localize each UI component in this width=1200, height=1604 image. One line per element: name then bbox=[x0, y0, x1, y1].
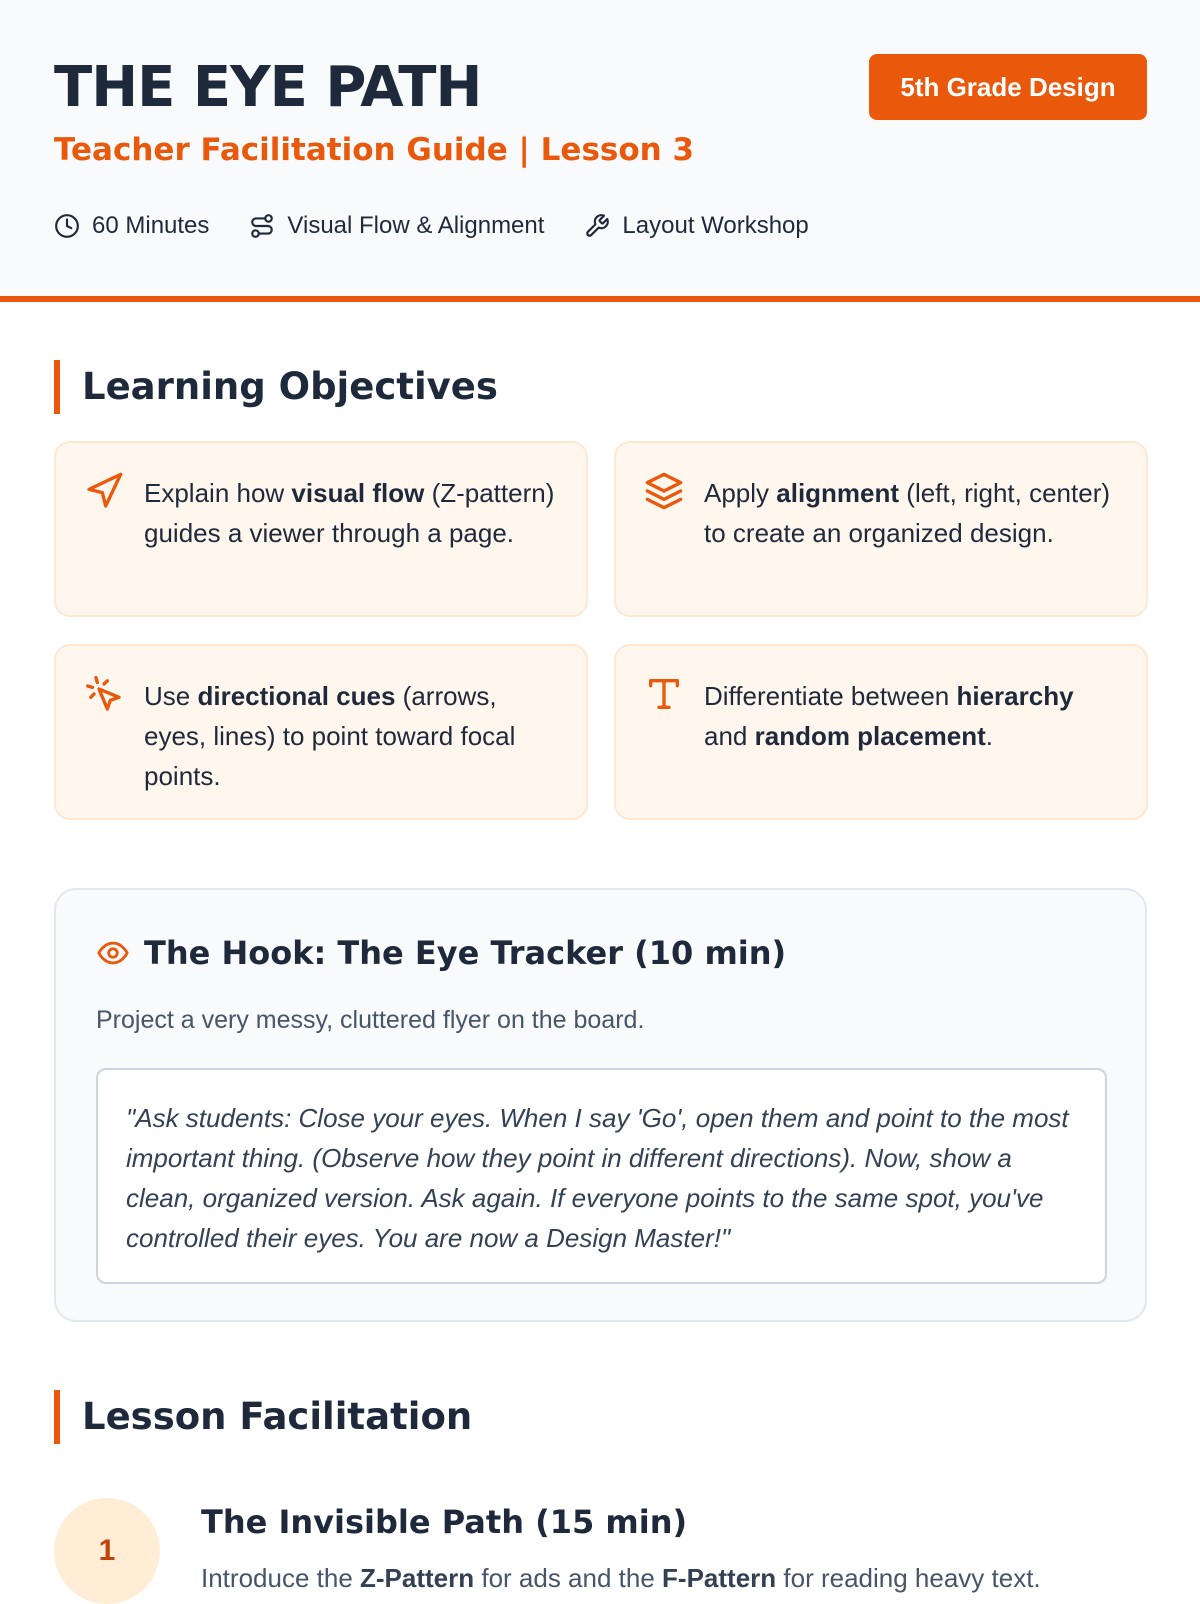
hook-card bbox=[54, 888, 1147, 1322]
pointer-click-icon bbox=[84, 674, 124, 714]
step-title: The Invisible Path (15 min) bbox=[201, 1503, 688, 1541]
objective-card bbox=[614, 644, 1148, 820]
wrench-icon bbox=[584, 213, 610, 239]
objective-text: Differentiate between hierarchy and random placement. bbox=[704, 681, 1074, 751]
page-title: THE EYE PATH bbox=[54, 55, 482, 120]
meta-topic bbox=[249, 212, 544, 240]
hook-title-text: The Hook: The Eye Tracker (10 min) bbox=[144, 934, 787, 972]
objective-text: Apply alignment (left, right, center) to create an organized design. bbox=[704, 478, 1111, 548]
objective-card bbox=[54, 644, 588, 820]
objective-text: Use directional cues (arrows, eyes, lines) to point toward focal points. bbox=[144, 681, 516, 791]
meta-duration-label: 60 Minutes bbox=[92, 212, 210, 239]
objectives-heading: Learning Objectives bbox=[54, 360, 1154, 414]
hook-title bbox=[96, 930, 786, 976]
step-description: Introduce the Z-Pattern for ads and the F-Pattern for reading heavy text. bbox=[201, 1563, 1041, 1593]
step-number-badge: 1 bbox=[54, 1498, 160, 1604]
page-subtitle: Teacher Facilitation Guide | Lesson 3 bbox=[54, 132, 695, 168]
objective-text: Explain how visual flow (Z-pattern) guides a viewer through a page. bbox=[144, 478, 555, 548]
navigation-arrow-icon bbox=[84, 471, 124, 511]
meta-topic-label: Visual Flow & Alignment bbox=[287, 212, 545, 239]
objective-card bbox=[54, 441, 588, 617]
hook-script-quote: "Ask students: Close your eyes. When I say 'Go', open them and point to the most important thing. (Observe how they point in different directions). Now, show a clean, organized version. Ask again. If everyone points to the same spot, you've controlled their eyes. You are now a Design Master!" bbox=[96, 1068, 1107, 1284]
facilitation-heading: Lesson Facilitation bbox=[54, 1390, 1154, 1444]
meta-format bbox=[584, 212, 808, 240]
lesson-header bbox=[0, 0, 1200, 302]
meta-duration bbox=[54, 212, 209, 240]
objective-card bbox=[614, 441, 1148, 617]
clock-icon bbox=[54, 213, 80, 239]
lesson-meta bbox=[54, 212, 809, 240]
type-icon bbox=[644, 674, 684, 714]
layers-icon bbox=[644, 471, 684, 511]
meta-format-label: Layout Workshop bbox=[622, 212, 809, 239]
hook-description: Project a very messy, cluttered flyer on the board. bbox=[96, 1006, 645, 1034]
eye-icon bbox=[96, 936, 130, 970]
route-icon bbox=[249, 213, 275, 239]
grade-badge: 5th Grade Design bbox=[869, 54, 1147, 120]
